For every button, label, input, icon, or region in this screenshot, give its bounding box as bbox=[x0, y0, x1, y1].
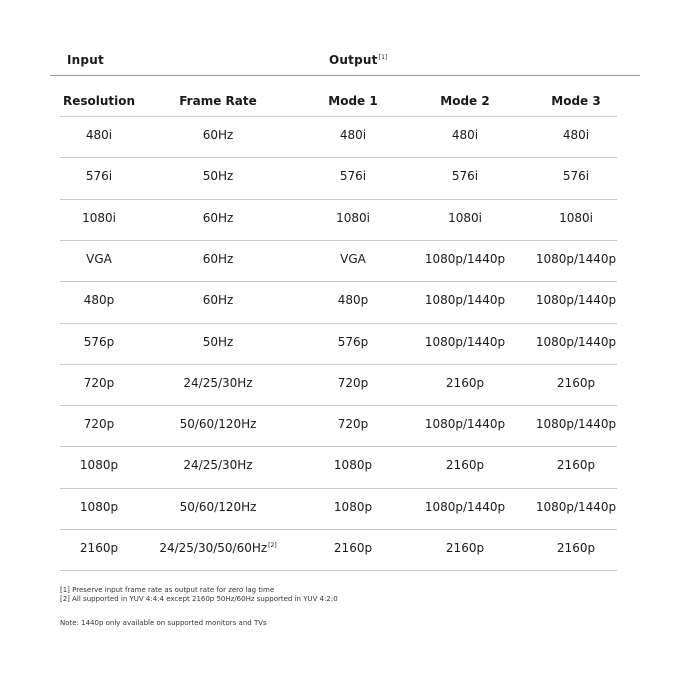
cell-resolution bbox=[34, 458, 164, 472]
cell-text: 24/25/30Hz bbox=[183, 376, 253, 390]
header-rule bbox=[50, 75, 640, 76]
column-header-mode-2: Mode 2 bbox=[440, 94, 490, 108]
cell-text: 480i bbox=[451, 128, 479, 142]
cell-mode-1 bbox=[288, 541, 418, 555]
cell-text: 576i bbox=[562, 169, 590, 183]
row-divider bbox=[60, 446, 617, 447]
cell-text: 1080p/1440p bbox=[424, 252, 506, 266]
table-bottom-rule bbox=[60, 570, 617, 571]
cell-text: 1080p bbox=[79, 500, 119, 514]
column-header-frame-rate: Frame Rate bbox=[179, 94, 257, 108]
row-divider bbox=[60, 199, 617, 200]
note: Note: 1440p only available on supported monitors and TVs bbox=[60, 619, 267, 627]
cell-resolution bbox=[34, 335, 164, 349]
cell-frame-rate bbox=[153, 335, 283, 349]
cell-mode-3 bbox=[511, 458, 641, 472]
cell-text: 1080p/1440p bbox=[535, 500, 617, 514]
cell-text: 480p bbox=[83, 293, 115, 307]
footnotes bbox=[60, 586, 338, 604]
cell-text: 60Hz bbox=[202, 252, 234, 266]
cell-text: 1080p bbox=[79, 458, 119, 472]
cell-text: 720p bbox=[83, 417, 115, 431]
cell-text: 1080p/1440p bbox=[535, 252, 617, 266]
cell-text: 2160p bbox=[333, 541, 373, 555]
cell-text: 1080p/1440p bbox=[424, 417, 506, 431]
cell-text: 576p bbox=[83, 335, 115, 349]
cell-resolution bbox=[34, 169, 164, 183]
cell-mode-1 bbox=[288, 128, 418, 142]
cell-text: 60Hz bbox=[202, 293, 234, 307]
cell-mode-3 bbox=[511, 211, 641, 225]
cell-mode-1 bbox=[288, 500, 418, 514]
cell-text: 720p bbox=[337, 417, 369, 431]
cell-text: 24/25/30Hz bbox=[183, 458, 253, 472]
cell-text: 60Hz bbox=[202, 211, 234, 225]
row-divider bbox=[60, 240, 617, 241]
cell-resolution bbox=[34, 417, 164, 431]
cell-text: 1080p/1440p bbox=[424, 335, 506, 349]
cell-text: 576i bbox=[451, 169, 479, 183]
column-header-mode-3: Mode 3 bbox=[551, 94, 601, 108]
row-divider bbox=[60, 364, 617, 365]
footnote-2: [2] All supported in YUV 4:4:4 except 2160p 50Hz/60Hz supported in YUV 4:2:0 bbox=[60, 595, 338, 603]
cell-mode-3 bbox=[511, 376, 641, 390]
cell-frame-rate bbox=[153, 252, 283, 266]
cell-frame-rate bbox=[153, 458, 283, 472]
cell-text: 576p bbox=[337, 335, 369, 349]
output-header: Output[1] bbox=[329, 53, 388, 67]
output-footnote-ref: [1] bbox=[378, 54, 388, 61]
cell-text: 480i bbox=[339, 128, 367, 142]
cell-text: 1080p/1440p bbox=[535, 417, 617, 431]
cell-text: 50/60/120Hz bbox=[179, 417, 257, 431]
cell-text: 576i bbox=[339, 169, 367, 183]
cell-text: 480i bbox=[85, 128, 113, 142]
cell-frame-rate bbox=[153, 541, 283, 555]
cell-mode-3 bbox=[511, 293, 641, 307]
cell-frame-rate bbox=[153, 169, 283, 183]
cell-text: 576i bbox=[85, 169, 113, 183]
row-divider bbox=[60, 157, 617, 158]
cell-resolution bbox=[34, 376, 164, 390]
cell-text: 50Hz bbox=[202, 335, 234, 349]
row-divider bbox=[60, 281, 617, 282]
column-header-resolution: Resolution bbox=[62, 94, 136, 108]
cell-text: 2160p bbox=[556, 458, 596, 472]
cell-text: 60Hz bbox=[202, 128, 234, 142]
cell-frame-rate bbox=[153, 376, 283, 390]
cell-mode-1 bbox=[288, 211, 418, 225]
cell-text: 2160p bbox=[556, 541, 596, 555]
cell-resolution bbox=[34, 500, 164, 514]
row-divider bbox=[60, 116, 617, 117]
cell-mode-3 bbox=[511, 335, 641, 349]
cell-mode-1 bbox=[288, 335, 418, 349]
cell-text: VGA bbox=[86, 252, 112, 266]
cell-frame-rate bbox=[153, 128, 283, 142]
cell-mode-1 bbox=[288, 252, 418, 266]
row-divider bbox=[60, 529, 617, 530]
cell-mode-1 bbox=[288, 458, 418, 472]
cell-mode-3 bbox=[511, 128, 641, 142]
cell-text: 720p bbox=[83, 376, 115, 390]
cell-text: 1080p/1440p bbox=[535, 335, 617, 349]
column-header-mode-1: Mode 1 bbox=[328, 94, 378, 108]
cell-text: 480i bbox=[562, 128, 590, 142]
cell-text: 2160p bbox=[445, 376, 485, 390]
cell-text: 1080i bbox=[448, 211, 482, 225]
row-divider bbox=[60, 323, 617, 324]
cell-frame-rate bbox=[153, 417, 283, 431]
cell-text: 2160p bbox=[445, 458, 485, 472]
cell-text: 720p bbox=[337, 376, 369, 390]
cell-text: 2160p bbox=[556, 376, 596, 390]
cell-mode-3 bbox=[511, 169, 641, 183]
cell-text: 2160p bbox=[445, 541, 485, 555]
cell-text: 24/25/30/50/60Hz bbox=[159, 541, 268, 555]
cell-text: VGA bbox=[340, 252, 366, 266]
footnote-1: [1] Preserve input frame rate as output rate for zero lag time bbox=[60, 586, 275, 594]
cell-text: 1080p/1440p bbox=[535, 293, 617, 307]
cell-text: 1080i bbox=[559, 211, 593, 225]
cell-mode-1 bbox=[288, 293, 418, 307]
row-divider bbox=[60, 488, 617, 489]
cell-resolution bbox=[34, 252, 164, 266]
cell-frame-rate bbox=[153, 211, 283, 225]
cell-mode-1 bbox=[288, 169, 418, 183]
row-divider bbox=[60, 405, 617, 406]
cell-text: 50Hz bbox=[202, 169, 234, 183]
input-header: Input bbox=[67, 53, 104, 67]
cell-text: 1080p/1440p bbox=[424, 293, 506, 307]
cell-resolution bbox=[34, 541, 164, 555]
cell-mode-1 bbox=[288, 376, 418, 390]
cell-resolution bbox=[34, 211, 164, 225]
cell-text: 480p bbox=[337, 293, 369, 307]
cell-resolution bbox=[34, 128, 164, 142]
cell-text: 1080p/1440p bbox=[424, 500, 506, 514]
cell-text: 1080p bbox=[333, 500, 373, 514]
frame-rate-footnote-ref: [2] bbox=[268, 542, 277, 549]
cell-text: 1080i bbox=[336, 211, 370, 225]
cell-frame-rate bbox=[153, 293, 283, 307]
cell-mode-3 bbox=[511, 252, 641, 266]
cell-text: 1080i bbox=[82, 211, 116, 225]
cell-text: 1080p bbox=[333, 458, 373, 472]
cell-mode-3 bbox=[511, 541, 641, 555]
cell-mode-3 bbox=[511, 417, 641, 431]
cell-frame-rate bbox=[153, 500, 283, 514]
cell-mode-3 bbox=[511, 500, 641, 514]
cell-resolution bbox=[34, 293, 164, 307]
cell-text: 50/60/120Hz bbox=[179, 500, 257, 514]
cell-text: 2160p bbox=[79, 541, 119, 555]
cell-mode-1 bbox=[288, 417, 418, 431]
